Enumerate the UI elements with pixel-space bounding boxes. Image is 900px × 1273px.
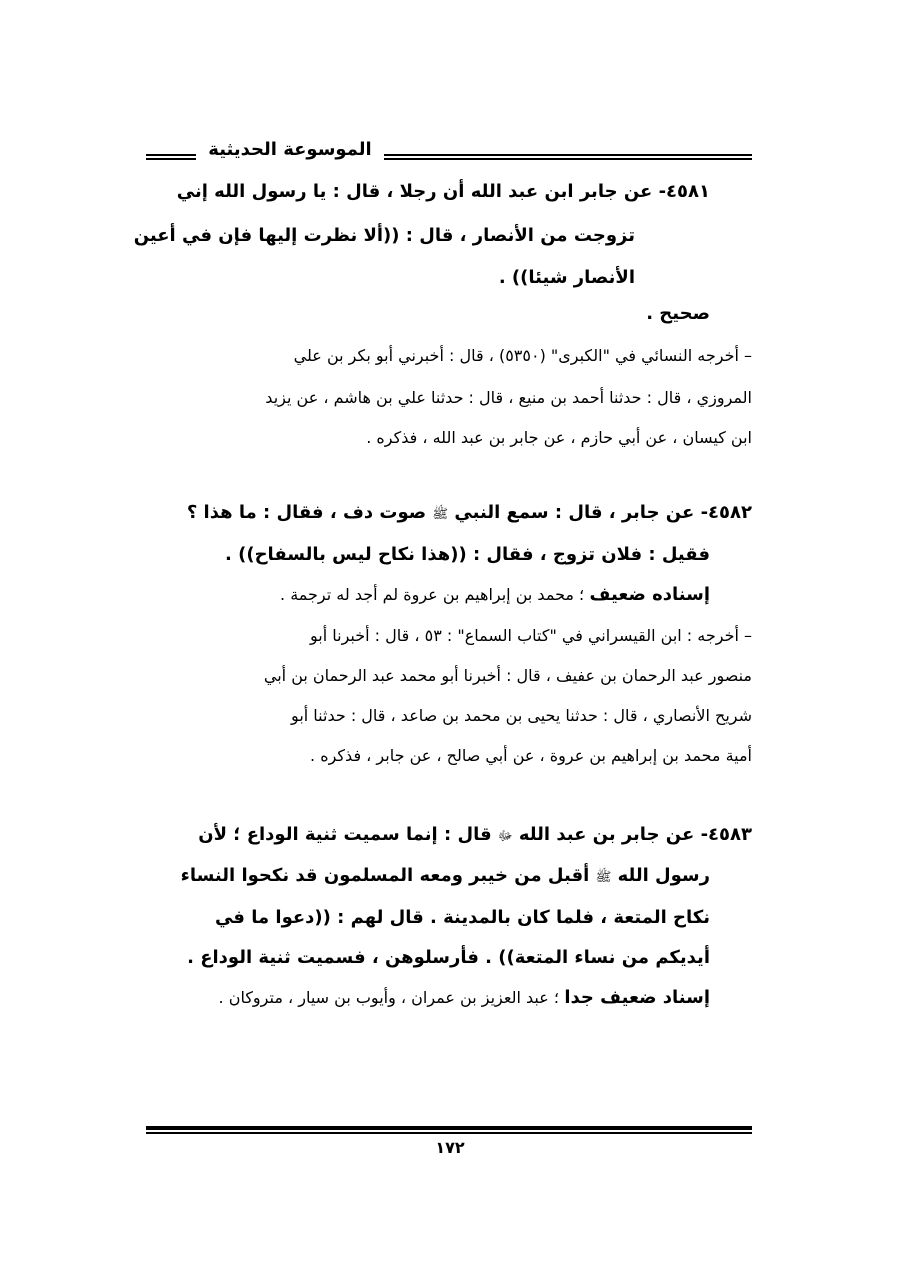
hadith-4581-line-3: الأنصار شيئا)) . <box>498 267 635 288</box>
hadith-4582-takhrij-2: منصور عبد الرحمان بن عفيف ، قال : أخبرنا أبو محمد عبد الرحمان بن أبي <box>263 666 752 685</box>
hadith-4581-line-2: تزوجت من الأنصار ، قال : ((ألا نظرت إليها فإن في أعين <box>133 225 635 246</box>
hadith-4582-grade <box>280 583 710 607</box>
footer-rule <box>146 1126 752 1134</box>
running-header-title: الموسوعة الحديثية <box>208 139 372 160</box>
hadith-4582-line-1-end: صوت دف ، فقال : ما هذا ؟ <box>186 502 427 523</box>
hadith-4582-line-2: فقيل : فلان تزوج ، فقال : ((هذا نكاح ليس بالسفاح)) . <box>225 544 710 565</box>
hadith-4582-line-1-start: ٤٥٨٢- عن جابر ، قال : سمع النبي <box>454 502 752 523</box>
radiya-glyph-icon: ﷻ <box>497 829 513 844</box>
hadith-4583-line-2 <box>181 864 710 890</box>
hadith-4583-line-1-end: قال : إنما سميت ثنية الوداع ؛ لأن <box>198 824 492 845</box>
hadith-4581-takhrij-1: – أخرجه النسائي في "الكبرى" (٥٣٥٠) ، قال : أخبرني أبو بكر بن علي <box>293 346 752 365</box>
hadith-4583-line-1 <box>198 823 752 849</box>
hadith-4583-line-2-start: رسول الله <box>617 865 710 886</box>
hadith-4583-line-1-start: ٤٥٨٣- عن جابر بن عبد الله <box>518 824 752 845</box>
hadith-4583-grade-note: ؛ عبد العزيز بن عمران ، وأيوب بن سيار ، متروكان . <box>218 988 559 1007</box>
salla-glyph-icon: ﷺ <box>595 870 612 885</box>
hadith-4582-takhrij-1: – أخرجه : ابن القيسراني في "كتاب السماع" : ٥٣ ، قال : أخبرنا أبو <box>309 626 752 645</box>
hadith-4582-line-1 <box>187 501 752 527</box>
hadith-4582-takhrij-3: شريح الأنصاري ، قال : حدثنا يحيى بن محمد بن صاعد ، قال : حدثنا أبو <box>291 706 752 725</box>
hadith-4581-takhrij-2: المروزي ، قال : حدثنا أحمد بن منيع ، قال : حدثنا علي بن هاشم ، عن يزيد <box>265 388 752 407</box>
hadith-4582-takhrij-4: أمية محمد بن إبراهيم بن عروة ، عن أبي صالح ، عن جابر ، فذكره . <box>310 746 752 765</box>
hadith-4581-takhrij-3: ابن كيسان ، عن أبي حازم ، عن جابر بن عبد الله ، فذكره . <box>366 428 752 447</box>
salla-glyph-icon: ﷺ <box>432 507 449 522</box>
header-rule-short <box>146 154 196 162</box>
hadith-4583-grade <box>219 986 710 1010</box>
header-rule <box>384 154 752 162</box>
hadith-4583-line-4: أيديكم من نساء المتعة)) . فأرسلوهن ، فسميت ثنية الوداع . <box>187 947 710 968</box>
hadith-4583-line-2-end: أقبل من خيبر ومعه المسلمون قد نكحوا النساء <box>180 865 590 886</box>
hadith-4581-grade: صحيح . <box>646 303 710 324</box>
hadith-4581-line-1: ٤٥٨١- عن جابر ابن عبد الله أن رجلا ، قال : يا رسول الله إني <box>176 181 710 202</box>
hadith-4582-grade-label: إسناده ضعيف <box>589 584 710 605</box>
page-number: ١٧٢ <box>435 1138 465 1157</box>
hadith-4583-line-3: نكاح المتعة ، فلما كان بالمدينة . قال لهم : ((دعوا ما في <box>214 907 710 928</box>
hadith-4582-grade-note: ؛ محمد بن إبراهيم بن عروة لم أجد له ترجمة . <box>280 585 585 604</box>
hadith-4583-grade-label: إسناد ضعيف جدا <box>564 987 710 1008</box>
